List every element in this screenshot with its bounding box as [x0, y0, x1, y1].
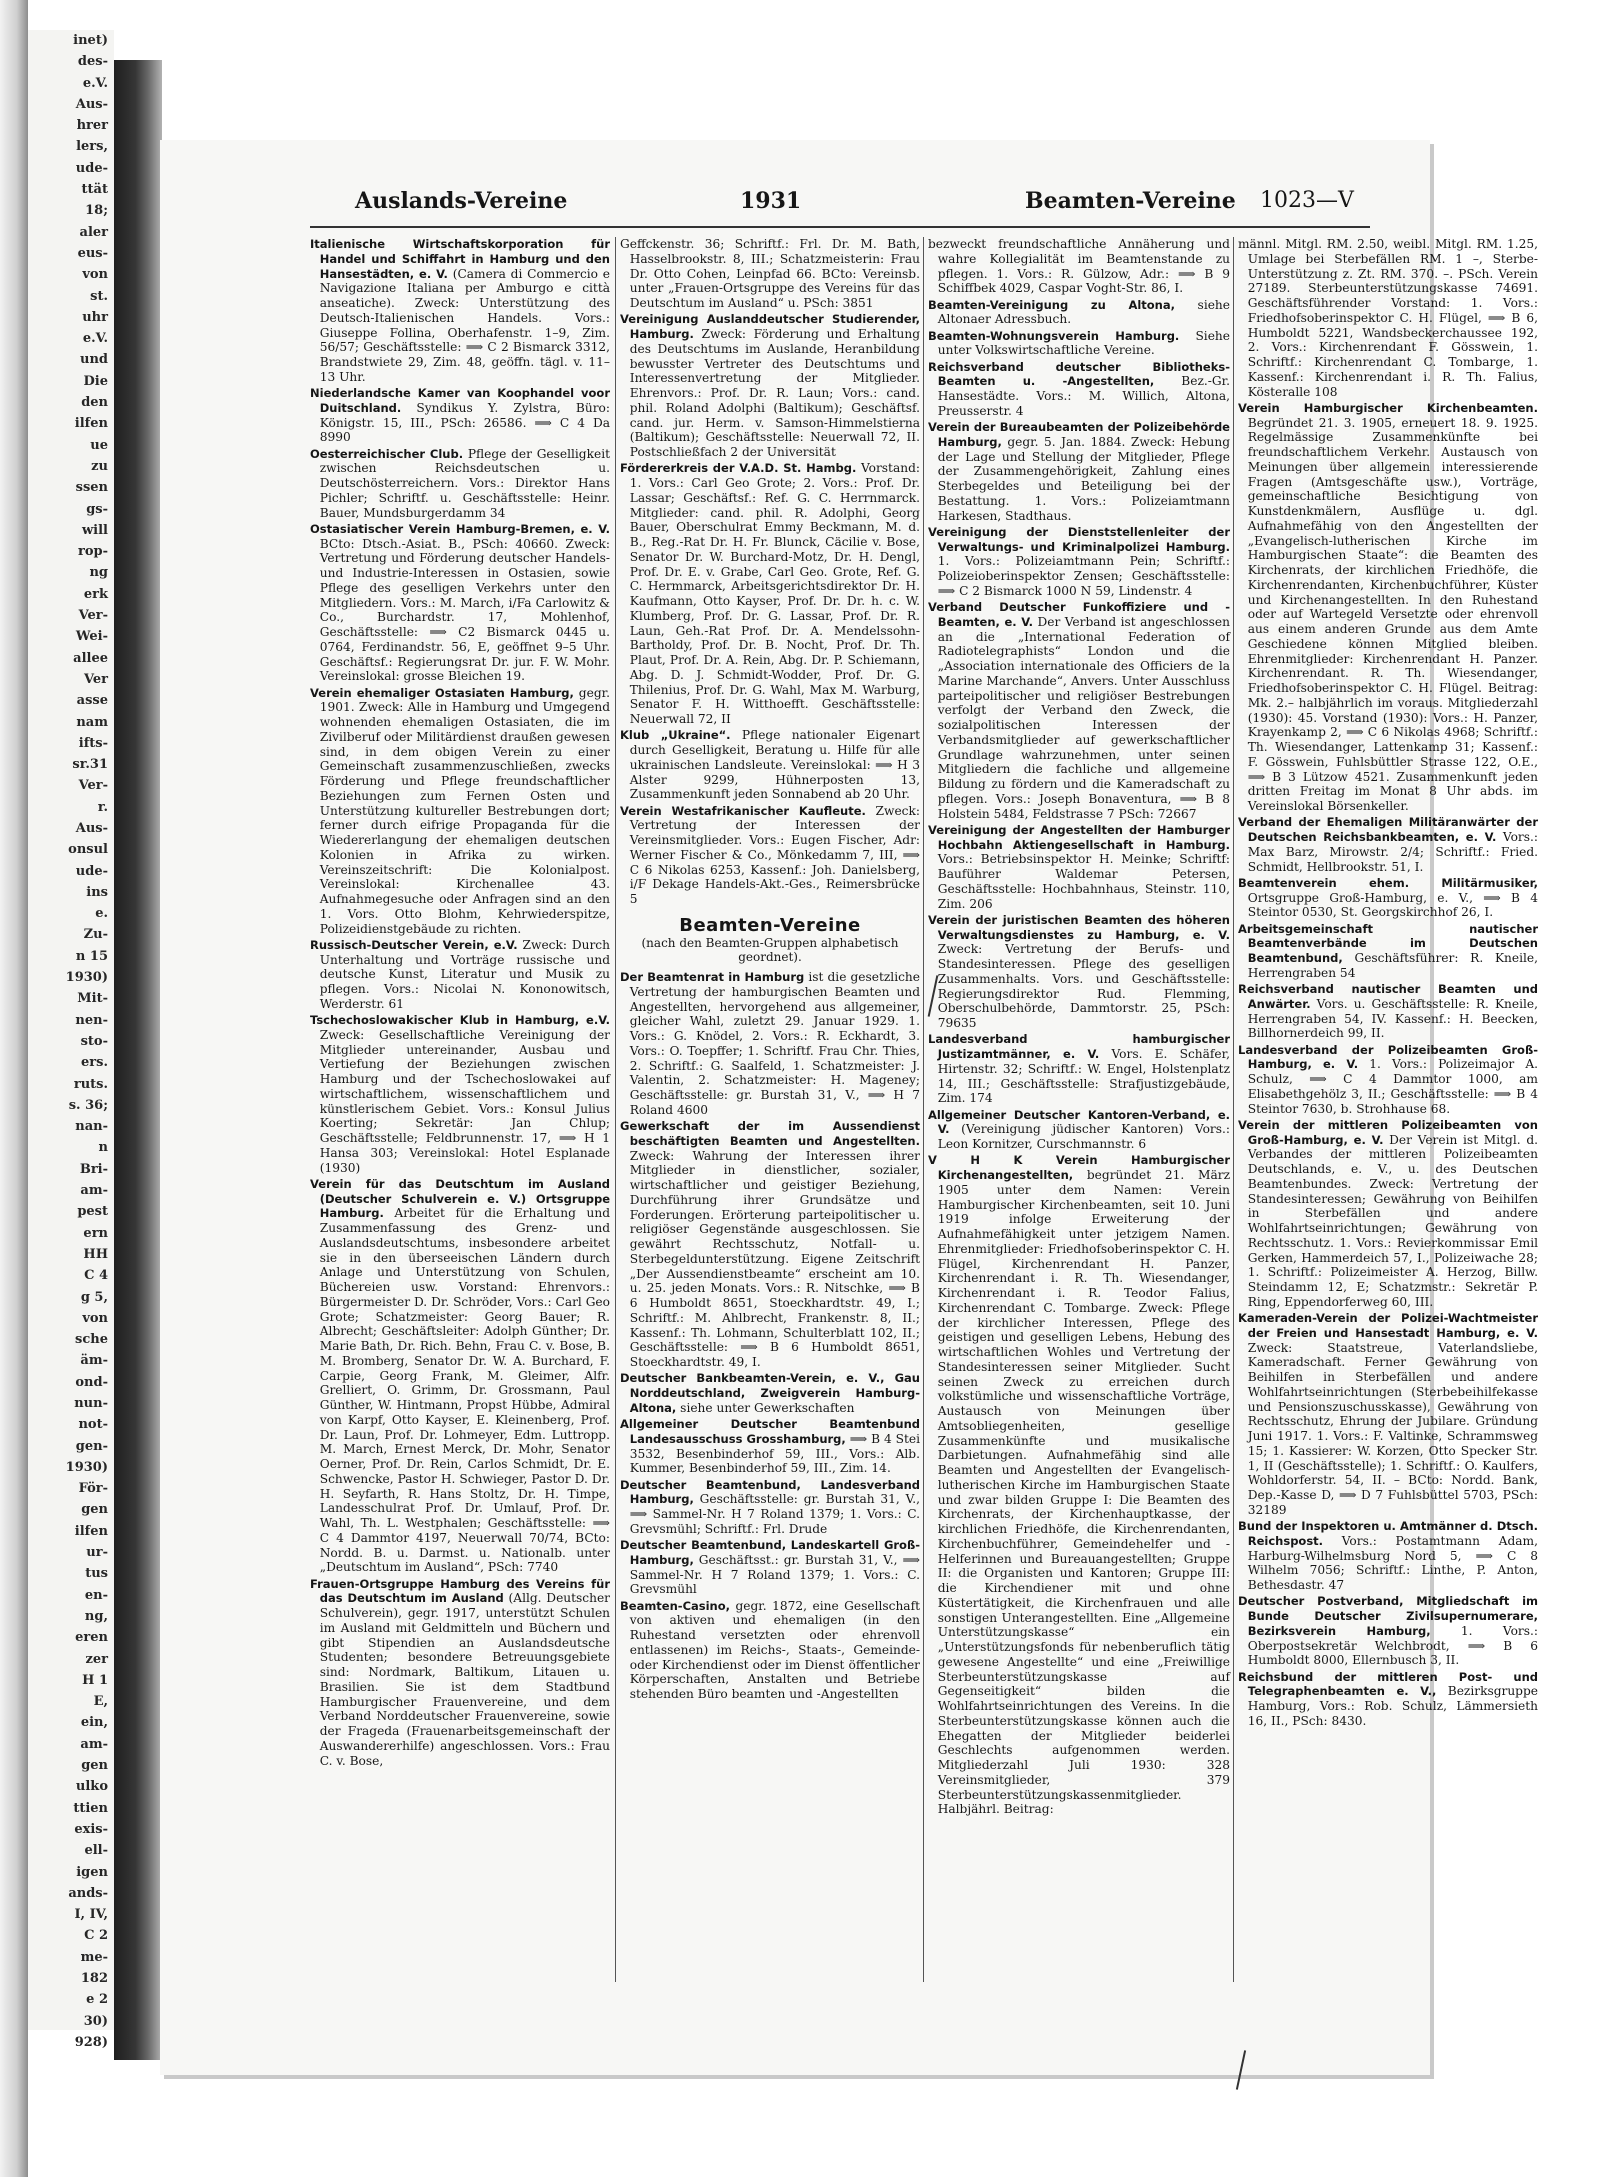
facing-page-fragment: ng, — [84, 1608, 108, 1624]
facing-page-fragment: e.V. — [82, 75, 108, 91]
directory-entry: bezweckt freundschaftliche Annäherung und wahre Kollegialität im Beamtenstande zu pflegen. 1. Vors.: R. Gülzow, Adr.: ⟹ B 9 Schiffbek 4029, Caspar Voght-Str. 86, I. — [928, 237, 1230, 296]
header-rule — [310, 226, 1370, 228]
facing-page-fragment: tus — [85, 1566, 108, 1582]
facing-page-fragment: I, IV, — [74, 1907, 108, 1923]
facing-page-fragment: hrer — [76, 118, 108, 134]
directory-entry: Verein der mittleren Polizeibeamten von Groß-Hamburg, e. V. Der Verein ist Mitgl. d. Verbandes der mittleren Polizeibeamten Deutschlands, e. V., u. des Deutschen Beamtenbundes. Zweck: Vertretung der Standesinteressen; Gewährung von Beihilfen in Sterbefällen und andere Wohlfahrtseinrichtungen; Gewährung von Rechtsschutz. 1. Vors.: Revierkommissar Emil Gerken, Hammerdeich 57, I., Polizeiwache 28; 1. Schriftf.: Polizeimeister A. Herzog, Billw. Steindamm 12, E; Schatzmstr.: Sekretär P. Ring, Eppendorferweg 60, III. — [1238, 1117, 1538, 1309]
directory-entry: Italienische Wirtschaftskorporation für Handel und Schiffahrt in Hamburg und den Hansestädten, e. V. (Camera di Commercio e Navigazione Italiana per Amburgo e città anseatiche). Zweck: Unterstützung des Deutsch-Italienischen Handels. Vors.: Giuseppe Follina, Oberhafenstr. 1–9, Zim. 56/57; Geschäftsstelle: ⟹ C 2 Bismarck 3312, Brandstwiete 29, Zim. 48, geöffn. tägl. v. 11–13 Uhr. — [310, 237, 610, 384]
directory-entry: Deutscher Bankbeamten-Verein, e. V., Gau Norddeutschland, Zweigverein Hamburg-Altona, siehe unter Gewerkschaften — [620, 1371, 920, 1415]
directory-entry: V H K Verein Hamburgischer Kirchenangestellten, begründet 21. März 1905 unter dem Namen: Verein Hamburgischer Kirchenbeamten, seit 10. Juni 1919 infolge Erweiterung der Aufnahmefähigkeit unter jetzigem Namen. Ehrenmitglieder: Friedhofsoberinspektor C. H. Flügel, Kirchenrendant H. Panzer, Kirchenrendant i. R. Th. Wiesendanger, Kirchenrendant i. R. Teodor Falius, Kirchenrendant C. Tombarge. Zweck: Pflege der kirchlicher Interessen, Pflege des geistigen und geselligen Lebens, Hebung des wirtschaftlichen Wohles und Vertretung der Standesinteressen seiner Mitglieder. Sucht seinen Zweck zu erreichen durch volkstümliche und wissenschaftliche Vorträge, Austausch von Meinungen über Amtsobliegenheiten, gesellige Zusammenkünfte und musikalische Darbietungen. Aufnahmefähig sind alle Beamten und Angestellten der Evangelisch-lutherischen Kirche im Hamburgischen Staate und zwar bilden Gruppe I: Die Beamten des Kirchenrats, der Kirchenhauptkasse, der kirchlichen Friedhöfe, die Kirchenrendanten, Kirchenbuchführer, Gemeindehelfer und -Helferinnen und Bureauangestellten; Gruppe II: die Organisten und Kantoren; Gruppe III: die Kirchendiener mit und ohne Küstertätigkeit, die Kirchenfrauen und alle sonstigen Unterangestellten. Eine „Allgemeine Unterstützungskasse“ ein „Unterstützungsfonds für nebenberuflich tätig gewesene Angestellte“ und eine „Freiwillige Sterbeunterstützungskasse auf Gegenseitigkeit“ bilden die Wohlfahrtseinrichtungen des Vereins. In die Sterbeunterstützungskasse können auch die Ehegatten der Mitglieder beiderlei Geschlechts aufgenommen werden. Mitgliederzahl Juli 1930: 328 Vereinsmitglieder, 379 Sterbeunterstützungskassenmitglieder. Halbjährl. Beitrag: — [928, 1153, 1230, 1817]
directory-entry: Beamten-Casino, gegr. 1872, eine Gesellschaft von aktiven und ehemaligen (in den Ruhestand versetzten oder ehrenvoll entlassenen) im Reichs-, Staats-, Gemeinde- oder Kirchendienst oder im Dienst öffentlicher Körperschaften, Anstalten und Betriebe stehenden Büro beamten und -Angestellten — [620, 1598, 920, 1701]
directory-entry: Oesterreichischer Club. Pflege der Geselligkeit zwischen Reichsdeutschen u. Deutschösterreichern. Vors.: Direktor Hans Pichler; Schriftf. u. Geschäftsstelle: Heinr. Bauer, Mundsburgerdamm 34 — [310, 446, 610, 520]
facing-page-fragment: ilfen — [74, 416, 108, 432]
directory-entry: Allgemeiner Deutscher Kantoren-Verband, e. V. (Vereinigung jüdischer Kantoren) Vors.: Leon Kornitzer, Curschmannstr. 6 — [928, 1107, 1230, 1151]
directory-entry: Russisch-Deutscher Verein, e.V. Zweck: Durch Unterhaltung und Vorträge russische und deutsche Kunst, Literatur und Musik zu pflegen. Vors.: Nicolai N. Kononowitsch, Werderstr. 61 — [310, 937, 610, 1011]
facing-page-fragment: 1930) — [65, 970, 108, 986]
facing-page-fragment: nun- — [74, 1396, 108, 1411]
header-year: 1931 — [740, 188, 802, 214]
facing-page-fragment: sto- — [80, 1033, 108, 1049]
directory-entry: Verband der Ehemaligen Militäranwärter der Deutschen Reichsbankbeamten, e. V. Vors.: Max Barz, Mirowstr. 2/4; Schriftf.: Fried. Schmidt, Hellbrookstr. 51, I. — [1238, 815, 1538, 874]
facing-page-fragment: erk — [83, 586, 108, 602]
facing-page-fragment: ttien — [73, 1800, 108, 1816]
column-2 — [620, 237, 920, 1703]
directory-entry: Verband Deutscher Funkoffiziere und -Beamten, e. V. Der Verband ist angeschlossen an die „International Federation of Radiotelegraphists“ London und die „Association internationale des Officiers de la Marine Marchande“, Anvers. Unter Ausschluss parteipolitischer und religiöser Bestrebungen verfolgt der Verband den Zweck, die sozialpolitischen Interessen der Verbandsmitglieder auf gewerkschaftlicher Grundlage wahrzunehmen, unter seinen Mitgliedern die fachliche und allgemeine Bildung zu fördern und die Kameradschaft zu pflegen. Vors.: Joseph Bonaventura, ⟹ B 8 Holstein 5484, Feldstrasse 7 PSch: 72667 — [928, 600, 1230, 821]
directory-entry: Verein der juristischen Beamten des höheren Verwaltungsdienstes zu Hamburg, e. V. Zweck: Vertretung der Berufs- und Standesinteressen. Pflege des geselligen Zusammenhalts. Vors. und Geschäftsstelle: Regierungsdirektor Rud. Flemming, Oberschulbehörde, Dammtorstr. 25, PSch: 79635 — [928, 912, 1230, 1030]
directory-entry: Reichsverband nautischer Beamten und Anwärter. Vors. u. Geschäftsstelle: R. Kneile, Herrengraben 54, IV. Kassenf.: H. Beecken, Billhornerdeich 99, II. — [1238, 982, 1538, 1041]
facing-page-fragment: gs- — [86, 501, 108, 517]
directory-entry: Verein für das Deutschtum im Ausland (Deutscher Schulverein e. V.) Ortsgruppe Hamburg. Arbeitet für die Erhaltung und Zusammenfassung des Grenz- und Auslandsdeutschtums, insbesondere arbeitet sie in den überseeischen Ländern durch Anlage und Unterstützung von Schulen, Büchereien usw. Vorstand: Ehrenvors.: Bürgermeister D. Dr. Schröder, Vors.: Carl Geo Grote; Schatzmeister: Georg Bauer; R. Albrecht; Geschäftsleiter: Adolph Günther; Dr. Marie Bath, Dr. Rich. Behn, Frau C. v. Bose, B. M. Bromberg, Senator Dr. W. A. Burchard, F. Carpie, Georg Frank, M. Gleimer, Alfr. Grelliert, O. Grimm, Dr. Grossmann, Paul Günther, W. Hintmann, Propst Hübbe, Admiral von Karpf, Otto Kayser, E. Kleinenberg, Prof. Dr. Laun, Prof. Dr. Lohmeyer, Edm. Luttropp. M. March, Ernest Merck, Dr. Mohr, Senator Oerner, Prof. Dr. Rein, Carlos Schmidt, Dr. E. Schwencke, Pastor H. Schwieger, Pastor D. Dr. H. Seyfarth, R. Hans Stoltz, Dr. H. Timpe, Landesschulrat Prof. Dr. Umlauf, Prof. Dr. Wahl, Th. L. Westphalen; Geschäftsstelle: ⟹ C 4 Dammtor 4197, Neuerwall 70/74, BCto: Nordd. B. u. Darmst. u. Nationalb. unter „Deutschtum im Ausland“, PSch: 7740 — [310, 1176, 610, 1575]
facing-page-fragment: den — [81, 395, 108, 411]
facing-page-fragment: g 5, — [80, 1289, 108, 1305]
directory-entry: Gewerkschaft der im Aussendienst beschäftigten Beamten und Angestellten. Zweck: Wahrung der Interessen ihrer Mitglieder in dienstlicher, sozialer, wirtschaftlicher und geistiger Beziehung, Durchführung ihrer Grundsätze und Forderungen. Erörterung parteipolitischer u. religiöser Gegenstände ausgeschlossen. Sie gewährt Rechtsschutz, Notfall- u. Sterbegeldunterstützung. Eigene Zeitschrift „Der Aussendienstbeamte“ erscheint am 10. u. 25. jeden Monats. Vors.: R. Nitschke, ⟹ B 6 Humboldt 8651, Stoeckhardtstr. 49, I.; Schriftf.: M. Ahlbrecht, Frankenstr. 8, II.; Kassenf.: Th. Lohmann, Schulterblatt 102, II.; Geschäftsstelle: ⟹ B 6 Humboldt 8651, Stoeckhardtstr. 49, I. — [620, 1119, 920, 1369]
facing-page-fragment: ins — [86, 884, 108, 900]
facing-page-fragment: äm- — [80, 1353, 108, 1369]
header-right-title: Beamten-Vereine — [1025, 188, 1236, 214]
facing-page-fragment: ssen — [75, 480, 108, 496]
column-3 — [928, 237, 1230, 1819]
facing-page-fragment: von — [82, 267, 108, 283]
facing-page-fragment: ers. — [81, 1055, 108, 1071]
facing-page-fragment: ilfen — [74, 1523, 108, 1539]
facing-page-fragment: ein, — [80, 1715, 108, 1731]
facing-page-fragment: Ver- — [78, 778, 108, 794]
column-1 — [310, 237, 610, 1770]
facing-page-fragment: nam — [76, 714, 108, 730]
facing-page-fragment: 18; — [85, 203, 108, 219]
page-number: 1023—V — [1260, 188, 1354, 213]
facing-page-fragment: eren — [75, 1630, 108, 1646]
column-2-entries — [620, 237, 920, 907]
column-divider — [923, 237, 924, 1982]
facing-page-fragment: Wei- — [75, 629, 108, 645]
directory-entry: Frauen-Ortsgruppe Hamburg des Vereins für das Deutschtum im Ausland (Allg. Deutscher Schulverein), gegr. 1917, unterstützt Schulen im Ausland mit Geldmitteln und Büchern und gibt Stipendien an Auslandsdeutsche Studenten; besondere Betreuungsgebiete sind: Nordmark, Baltikum, Litauen u. Brasilien. Sie ist dem Stadtbund Hamburgischer Frauenvereine, und dem Verband Norddeutscher Frauenvereine, sowie der Frageda (Frauenarbeitsgemeinschaft der Auswandererhilfe) angeschlossen. Vors.: Frau C. v. Bose, — [310, 1576, 610, 1768]
facing-page-fragment: exis- — [74, 1821, 108, 1837]
facing-page-fragment: 928) — [74, 2034, 108, 2050]
column-4 — [1238, 237, 1538, 1730]
pencil-mark — [1236, 2050, 1246, 2090]
facing-page-fragment: gen- — [75, 1438, 108, 1454]
facing-page-fragment: sche — [75, 1332, 108, 1348]
column-2-section-entries — [620, 970, 920, 1702]
directory-entry: Geffckenstr. 36; Schriftf.: Frl. Dr. M. Bath, Hasselbrookstr. 8, III.; Schatzmeisterin: Frau Dr. Otto Cohen, Leinpfad 66. BCto: Vereinsb. unter „Frauen-Ortsgruppe des Vereins für das Deutschtum im Ausland“ u. PSch: 3851 — [620, 237, 920, 310]
facing-page-fragment: C 4 — [84, 1268, 108, 1284]
directory-entry: Landesverband hamburgischer Justizamtmänner, e. V. Vors. E. Schäfer, Hirtenstr. 32; Schriftf.: W. Engel, Holstenplatz 14, III.; Geschäftsstelle: Strafjustizgebäude, Zim. 174 — [928, 1032, 1230, 1106]
facing-page-fragment: am- — [80, 1736, 108, 1752]
facing-page-fragment: n — [98, 1140, 108, 1156]
directory-entry: Reichsbund der mittleren Post- und Telegraphenbeamten e. V., Bezirksgruppe Hamburg, Vors.: Rob. Schulz, Lämmersieth 16, II., PSch: 8430. — [1238, 1669, 1538, 1728]
directory-entry: Verein der Bureaubeamten der Polizeibehörde Hamburg, gegr. 5. Jan. 1884. Zweck: Hebung der Lage und Stellung der Mitglieder, Pflege der Zusammengehörigkeit, Zahlung eines Sterbegeldes und Beteiligung bei der Bestattung. 1. Vors.: Polizeiamtmann Harkesen, Stadthaus. — [928, 420, 1230, 523]
header-left-title: Auslands-Vereine — [355, 188, 568, 214]
facing-page-fragment: 30) — [83, 2013, 108, 2029]
facing-page-fragment: Ver- — [78, 608, 108, 624]
facing-page-fragment: HH — [83, 1246, 108, 1262]
facing-page-fragment: gen — [81, 1502, 108, 1518]
directory-entry: Verein Hamburgischer Kirchenbeamten. Begründet 21. 3. 1905, erneuert 18. 9. 1925. Regelmässige Zusammenkünfte bei freundschaftlichem Verkehr. Austausch von Meinungen über allgemein interessierende Fragen (Amtsgeschäfte usw.), Vorträge, gemeinschaftliche Besichtigung von Kunstdenkmälern, Ausflüge u. dgl. Aufnahmefähig von den Angestellten der „Evangelisch-lutherischen Kirche im Hamburgischen Staate“: die Beamten des Kirchenrats, der kirchlichen Friedhöfe, die Kirchenrendanten, Kirchenbuchführer, Küster und Kirchenangestellten. In den Ruhestand oder auf Wartegeld Versetzte oder ehrenvoll aus einem anderen Grunde aus dem Amte Geschiedene können Mitglied bleiben. Ehrenmitglieder: Kirchenrendant H. Panzer. Kirchenrendant. R. Th. Wiesendanger, Friedhofsoberinspektor C. H. Flügel. Beitrag: Mk. 2.– halbjährlich im voraus. Mitgliederzahl (1930): 45. Vorstand (1930): Vors.: H. Panzer, Krayenkamp 2, ⟹ C 6 Nikolas 4968; Schriftf.: Th. Wiesendanger, Lattenkamp 31; Kassenf.: F. Gösswein, Fuhlsbüttler Strasse 122, O.E., ⟹ B 3 Lützow 4521. Zusammenkunft jeden dritten Freitag im Monat 8 Uhr abds. im Vereinslokal Börsenkeller. — [1238, 400, 1538, 813]
facing-page-fragment: e 2 — [86, 1992, 108, 2008]
directory-page — [160, 140, 1538, 2075]
directory-entry: Reichsverband deutscher Bibliotheks-Beamten u. -Angestellten, Bez.-Gr. Hansestädte. Vors.: M. Willich, Altona, Preusserstr. 4 — [928, 359, 1230, 418]
facing-page-fragment: gen — [81, 1758, 108, 1774]
directory-entry: Niederlandsche Kamer van Koophandel voor Duitschland. Syndikus Y. Zylstra, Büro: Königstr. 15, III., PSch: 26586. ⟹ C 4 Da 8990 — [310, 386, 610, 445]
book-gutter-shadow — [114, 60, 162, 2060]
facing-page-fragment: C 2 — [84, 1928, 108, 1944]
directory-entry: Kameraden-Verein der Polizei-Wachtmeister der Freien und Hansestadt Hamburg, e. V. Zweck: Staatstreue, Vaterlandsliebe, Kameradschaft. Ferner Gewährung von Beihilfen in Sterbefällen und andere Wohlfahrtseinrichtungen (Sterbebeihilfekasse und Pensionszuschusskasse), Gewährung von Rechtsschutz, Ehrung der Jubilare. Gründung Juni 1917. 1. Vors.: F. Valtinke, Schrammsweg 15; 1. Kassierer: W. Korzen, Otto Specker Str. 1, II (Geschäftsstelle); 1. Schriftf.: O. Kaulfers, Wohldorferstr. 54, II. – BCto: Nordd. Bank, Dep.-Kasse D, ⟹ D 7 Fuhlsbüttel 5703, PSch: 32189 — [1238, 1311, 1538, 1517]
facing-page-fragment: sr.31 — [72, 757, 108, 773]
directory-entry: Verein Westafrikanischer Kaufleute. Zweck: Vertretung der Interessen der Vereinsmitglieder. Vors.: Eugen Fischer, Adr: Werner Fischer & Co., Mönkedamm 7, III, ⟹ C 6 Nikolas 6253, Kassenf.: Joh. Danielsberg, i/F Dekage Handels-Akt.-Ges., Reimersbrücke 5 — [620, 803, 920, 906]
facing-page-fragment: aler — [79, 224, 108, 240]
facing-page-edge — [28, 30, 114, 2050]
section-heading: Beamten-Vereine — [679, 914, 861, 936]
directory-entry: Deutscher Beamtenbund, Landesverband Hamburg, Geschäftsstelle: gr. Burstah 31, V., ⟹ Sammel-Nr. H 7 Roland 1379; 1. Vors.: C. Grevsmühl; Schriftf.: Frl. Drude — [620, 1477, 920, 1536]
facing-page-fragment: st. — [90, 288, 108, 304]
facing-page-fragment: För- — [78, 1481, 108, 1497]
directory-entry: Landesverband der Polizeibeamten Groß-Hamburg, e. V. 1. Vors.: Polizeimajor A. Schulz, ⟹ C 4 Dammtor 1000, am Elisabethgehölz 3, II.; Geschäftsstelle: ⟹ B 4 Steintor 7630, b. Strohhause 68. — [1238, 1042, 1538, 1116]
facing-page-fragment: Ver — [83, 671, 108, 687]
directory-entry: Beamtenverein ehem. Militärmusiker, Ortsgruppe Groß-Hamburg, e. V., ⟹ B 4 Steintor 0530, St. Georgskirchhof 26, I. — [1238, 875, 1538, 920]
facing-page-fragment: ell- — [84, 1843, 108, 1859]
directory-entry: Vereinigung Auslanddeutscher Studierender, Hamburg. Zweck: Förderung und Erhaltung des Deutschtums im Auslande, Heranbildung bewusster Vertreter des Deutschtums und Interessenvertretung der Mitglieder. Ehrenvors.: Prof. Dr. R. Laun; Vors.: cand. phil. Roland Adolphi (Baltikum); Geschäftsf. cand. jur. Herm. v. Samson-Himmelstierna (Baltikum); Geschäftsstelle: Neuerwall 72, II. Postschließfach 2 der Universität — [620, 312, 920, 459]
facing-page-fragment: r. — [97, 799, 108, 815]
facing-page-fragment: rop- — [77, 544, 108, 560]
facing-page-fragment: ude- — [75, 863, 108, 879]
facing-page-fragment: ulko — [75, 1779, 108, 1795]
column-divider — [615, 237, 616, 1982]
facing-page-fragment: igen — [76, 1864, 108, 1880]
facing-page-fragment: zu — [91, 458, 108, 474]
facing-page-fragment: inet) — [73, 33, 108, 48]
page-header — [160, 182, 1430, 222]
facing-page-fragment: Bri- — [79, 1161, 108, 1177]
facing-page-fragment: me- — [80, 1949, 108, 1965]
facing-page-fragment: ond- — [75, 1374, 108, 1390]
directory-entry: Deutscher Postverband, Mitgliedschaft im Bunde Deutscher Zivilsupernumerare, Bezirksverein Hamburg, 1. Vors.: Oberpostsekretär Welchbrodt, ⟹ B 6 Humboldt 8000, Ellernbusch 3, II. — [1238, 1594, 1538, 1668]
facing-page-fragment: eus- — [77, 245, 108, 261]
facing-page-fragment: Aus- — [75, 96, 108, 112]
facing-page-fragment: Zu- — [83, 927, 108, 943]
directory-entry: Tschechoslowakischer Klub in Hamburg, e.V. Zweck: Gesellschaftliche Vereinigung der Mitglieder untereinander, Ausbau und Vertiefung der Beziehungen zwischen Hamburg und der Tschechoslowakei auf wirtschaftlichem, wissenschaftlichem und künstlerischem Gebiet. Vors.: Konsul Julius Koerting; Sekretär: Jan Chlup; Geschäftsstelle; Feldbrunnenstr. 17, ⟹ H 1 Hansa 303; Vereinslokal: Hotel Esplanade (1930) — [310, 1013, 610, 1175]
facing-page-fragment: ue — [90, 437, 108, 453]
facing-page-fragment: asse — [76, 693, 108, 709]
facing-page-fragment: H 1 — [82, 1672, 108, 1688]
section-subheading: (nach den Beamten-Gruppen alphabetisch geordnet). — [641, 935, 899, 965]
facing-page-fragment: lers, — [76, 139, 108, 155]
facing-page-fragment: allee — [73, 650, 108, 666]
facing-page-fragment: uhr — [82, 309, 108, 325]
facing-page-fragment: ands- — [68, 1885, 108, 1901]
directory-entry: männl. Mitgl. RM. 2.50, weibl. Mitgl. RM. 1.25, Umlage bei Sterbefällen RM. 1 –, Sterbe-Unterstützung z. Zt. RM. 370. –. PSch. Verein 27189. Sterbeunterstützungskasse 74691. Geschäftsführender Vorstand: 1. Vors.: Friedhofsoberinspektor C. H. Flügel, ⟹ B 6, Humboldt 5221, Wandsbeckerchaussee 192, 2. Vors.: Kirchenrendant F. Gösswein, 1. Schriftf.: Kirchenrendant C. Tombarge, 1. Kassenf.: Kirchenrendant i. R. Th. Falius, Kösteralle 108 — [1238, 237, 1538, 399]
facing-page-fragment: 182 — [80, 1971, 108, 1987]
facing-page-fragment: not- — [78, 1417, 108, 1433]
facing-page-fragment: e.V. — [82, 331, 108, 347]
facing-page-fragment: ttät — [81, 182, 108, 198]
facing-page-fragment: n 15 — [75, 948, 108, 964]
directory-entry: Vereinigung der Dienststellenleiter der Verwaltungs- und Kriminalpolizei Hamburg. 1. Vors.: Polizeiamtmann Pein; Schriftf.: Polizeioberinspektor Zensen; Geschäftsstelle: ⟹ C 2 Bismarck 1000 N 59, Lindenstr. 4 — [928, 524, 1230, 598]
directory-entry: Fördererkreis der V.A.D. St. Hambg. Vorstand: 1. Vors.: Carl Geo Grote; 2. Vors.: Prof. Dr. Lassar; Geschäftsf.: Ref. G. C. Herrnmarck. Mitglieder: cand. phil. R. Adolphi, Georg Bauer, Oberschulrat Emmy Beckmann, M. d. B., Reg.-Rat Dr. H. Fr. Blunck, Cäcilie v. Bose, Senator Dr. W. Burchard-Motz, Dr. H. Dengl, Prof. Dr. E. v. Grabe, Carl Geo. Grote, Ref. G. C. Hermmarck, Arbeitsgerichtsdirektor Dr. H. Kaufmann, Otto Kayser, Prof. Dr. Dr. h. c. W. Klumberg, Prof. Dr. G. Lassar, Prof. Dr. R. Laun, Geh.-Rat Prof. Dr. A. Mendelssohn-Bartholdy, Prof. Dr. B. Nocht, Prof. Dr. Th. Plaut, Prof. Dr. A. Rein, Abg. Dr. P. Schiemann, Abg. D. J. Schmidt-Wodder, Prof. Dr. G. Thilenius, Prof. Dr. G. Wahl, Max M. Warburg, Senator F. H. Witthoefft. Geschäftsstelle: Neuerwall 72, II — [620, 461, 920, 726]
facing-page-fragment: s. 36; — [68, 1097, 108, 1113]
directory-entry: Verein ehemaliger Ostasiaten Hamburg, gegr. 1901. Zweck: Alle in Hamburg und Umgegend wohnenden ehemaligen Ostasiaten, die im Zivilberuf oder Militärdienst draußen gewesen sind, in dem obigen Verein zu einer Gemeinschaft zusammenzuschließen, zwecks Förderung und Pflege freundschaftlicher Beziehungen zum Fernen Osten und Unterstützung kultureller Bestrebungen dort; ferner durch eifrige Propaganda für die Wiedererlangung der ehemaligen deutschen Kolonien in Afrika zu wirken. Vereinszeitschrift: Die Kolonialpost. Vereinslokal: Kirchenallee 43. Aufnahmegesuche oder Anfragen sind an den 1. Vors. Otto Blohm, Kehrwiederspitze, Polizeidienstgebäude zu richten. — [310, 685, 610, 936]
facing-page-fragment: und — [80, 352, 108, 368]
facing-page-fragment: E, — [93, 1694, 108, 1710]
facing-page-fragment: am- — [80, 1183, 108, 1199]
facing-page-fragment: ruts. — [73, 1076, 108, 1092]
directory-entry: Vereinigung der Angestellten der Hamburger Hochbahn Aktiengesellschaft in Hamburg. Vors.: Betriebsinspektor H. Meinke; Schriftf: Bauführer Waldemar Petersen, Geschäftsstelle: Hochbahnhaus, Steinstr. 110, Zim. 206 — [928, 822, 1230, 911]
facing-page-fragment: von — [82, 1310, 108, 1326]
facing-page-fragment: Mit- — [77, 991, 108, 1007]
facing-page-fragment: e. — [95, 906, 108, 922]
facing-page-fragment: will — [81, 522, 108, 538]
directory-entry: Klub „Ukraine“. Pflege nationaler Eigenart durch Geselligkeit, Beratung u. Hilfe für alle ukrainischen Landsleute. Vereinslokal: ⟹ H 3 Alster 9299, Hühnerposten 13, Zusammenkunft jeden Sonnabend ab 20 Uhr. — [620, 728, 920, 802]
directory-entry: Bund der Inspektoren u. Amtmänner d. Dtsch. Reichspost. Vors.: Postamtmann Adam, Harburg-Wilhelmsburg Nord 5, ⟹ C 8 Wilhelm 7056; Schriftf.: Linthe, P. Anton, Bethesdastr. 47 — [1238, 1519, 1538, 1592]
facing-page-fragment: Die — [83, 373, 108, 389]
facing-page-fragment: Aus- — [75, 820, 108, 836]
directory-entry: Beamten-Vereinigung zu Altona, siehe Altonaer Adressbuch. — [928, 297, 1230, 327]
directory-entry: Deutscher Beamtenbund, Landeskartell Groß-Hamburg, Geschäftsst.: gr. Burstah 31, V., ⟹ Sammel-Nr. H 7 Roland 1379; 1. Vors.: C. Grevsmühl — [620, 1538, 920, 1597]
facing-page-fragment: ude- — [75, 160, 108, 176]
facing-page-fragment: 1930) — [65, 1459, 108, 1475]
facing-page-fragment: onsul — [68, 842, 108, 858]
directory-entry: Beamten-Wohnungsverein Hamburg. Siehe unter Volkswirtschaftliche Vereine. — [928, 328, 1230, 358]
facing-page-fragment: pest — [77, 1204, 108, 1220]
facing-page-fragment: ern — [83, 1225, 108, 1241]
facing-page-fragment: en- — [84, 1587, 108, 1603]
directory-entry: Allgemeiner Deutscher Beamtenbund Landesausschuss Grosshamburg, ⟹ B 4 Stei 3532, Besenbinderhof 59, III., Vors.: Alb. Kummer, Besenbinderhof 59, III., Zim. 14. — [620, 1417, 920, 1476]
facing-page-fragment: ur- — [86, 1545, 108, 1561]
facing-page-fragment: ng — [89, 565, 108, 581]
directory-entry: Arbeitsgemeinschaft nautischer Beamtenverbände im Deutschen Beamtenbund, Geschäftsführer: R. Kneile, Herrengraben 54 — [1238, 921, 1538, 980]
facing-page-fragment: ifts- — [78, 735, 108, 751]
book-spine — [0, 0, 28, 2177]
facing-page-fragment: des- — [77, 54, 108, 70]
facing-page-fragment: zer — [85, 1651, 108, 1667]
directory-entry: Der Beamtenrat in Hamburg ist die gesetzliche Vertretung der hamburgischen Beamten und Angestellten, hervorgehend aus allgemeiner, gleicher Wahl, zuletzt 29. Januar 1929. 1. Vors.: G. Knödel, 2. Vors.: R. Eckhardt, 3. Vors.: O. Toepffer; 1. Schriftf. Frau Chr. Thies, 2. Schriftf.: G. Saalfeld, 1. Schatzmeister: J. Valentin, 2. Schatzmeister: H. Mageney; Geschäftsstelle: gr. Burstah 31, V., ⟹ H 7 Roland 4600 — [620, 970, 920, 1117]
facing-page-fragment: nen- — [75, 1012, 108, 1028]
column-divider — [1233, 237, 1234, 1982]
directory-entry: Ostasiatischer Verein Hamburg-Bremen, e. V. BCto: Dtsch.-Asiat. B., PSch: 40660. Zweck: Vertretung und Förderung deutscher Handels- und Industrie-Interessen in Ostasien, sowie Pflege des geselligen Verkehrs unter den Mitgliedern. Vors.: M. March, i/Fa Carlowitz & Co., Burchardstr. 17, Mohlenhof, Geschäftsstelle: ⟹ C2 Bismarck 0445 u. 0764, Ferdinandstr. 56, E, geöffnet 9–5 Uhr. Geschäftsf.: Regierungsrat Dr. jur. F. W. Mohr. Vereinslokal: grosse Bleichen 19. — [310, 521, 610, 684]
facing-page-fragment: nan- — [75, 1119, 108, 1135]
